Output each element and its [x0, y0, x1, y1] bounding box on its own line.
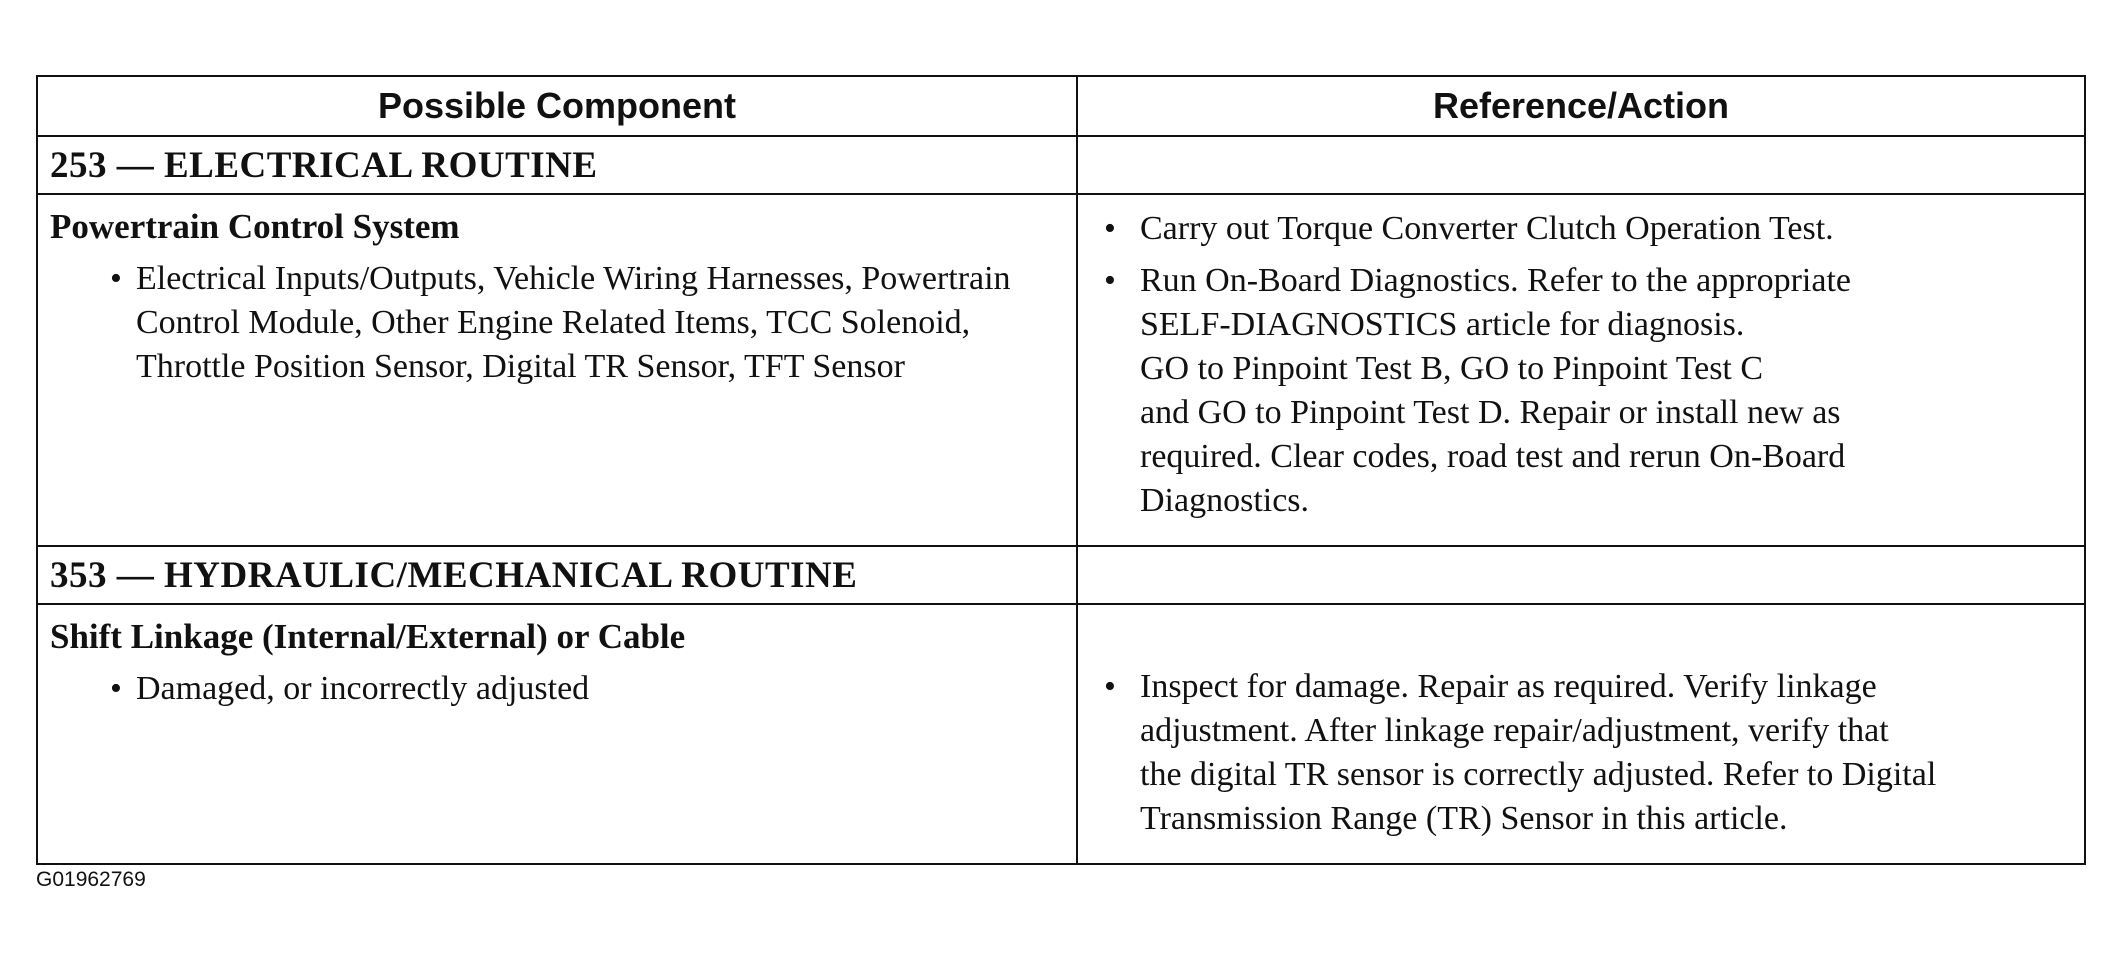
list-item	[1090, 259, 2072, 523]
bullet-icon: •	[1104, 668, 1116, 705]
component-title-shift-linkage: Shift Linkage (Internal/External) or Cable	[50, 617, 686, 656]
action-text-line: and GO to Pinpoint Test D. Repair or install new as	[1140, 394, 1841, 431]
section-row-electrical	[37, 136, 2085, 194]
action-text-line: the digital TR sensor is correctly adjusted. Refer to Digital	[1140, 756, 1937, 793]
header-possible-component: Possible Component	[37, 76, 1077, 136]
action-list	[1090, 207, 2072, 523]
section-empty-cell	[1077, 136, 2085, 194]
component-title-powertrain: Powertrain Control System	[50, 207, 460, 246]
action-list	[1090, 665, 2072, 841]
section-title-electrical: 253 — ELECTRICAL ROUTINE	[50, 144, 598, 186]
action-text-line: adjustment. After linkage repair/adjustment, verify that	[1140, 712, 1889, 749]
list-item	[1090, 665, 2072, 841]
bullet-icon: •	[1104, 262, 1116, 299]
action-text-line: SELF-DIAGNOSTICS article for diagnosis.	[1140, 306, 1745, 343]
list-item	[1090, 207, 2072, 251]
component-list	[50, 667, 1064, 711]
bullet-icon: •	[1104, 210, 1116, 247]
table-row-powertrain	[37, 194, 2085, 546]
action-text-line: GO to Pinpoint Test B, GO to Pinpoint Test C	[1140, 350, 1764, 387]
section-empty-cell	[1077, 546, 2085, 604]
bullet-icon: •	[110, 670, 122, 707]
diagnostic-table	[36, 75, 2086, 865]
table-header-row	[37, 76, 2085, 136]
component-item-text: Damaged, or incorrectly adjusted	[136, 670, 590, 707]
action-text-line: Run On-Board Diagnostics. Refer to the appropriate	[1140, 262, 1851, 299]
section-title-hydraulic: 353 — HYDRAULIC/MECHANICAL ROUTINE	[50, 554, 858, 596]
list-item	[50, 257, 1064, 389]
bullet-icon: •	[110, 260, 122, 297]
component-item-text: Electrical Inputs/Outputs, Vehicle Wiring Harnesses, Powertrain Control Module, Other Engine Related Items, TCC Solenoid, Throttle Position Sensor, Digital TR Sensor, TFT Sensor	[136, 260, 1011, 385]
action-text-line: Inspect for damage. Repair as required. Verify linkage	[1140, 668, 1877, 705]
header-reference-action: Reference/Action	[1077, 76, 2085, 136]
component-list	[50, 257, 1064, 389]
action-text-line: Carry out Torque Converter Clutch Operation Test.	[1140, 210, 1834, 247]
section-row-hydraulic	[37, 546, 2085, 604]
list-item	[50, 667, 1064, 711]
action-text-line: Transmission Range (TR) Sensor in this article.	[1140, 800, 1788, 837]
figure-id-label: G01962769	[36, 868, 146, 891]
action-text-line: required. Clear codes, road test and rerun On-Board	[1140, 438, 1846, 475]
action-text-line: Diagnostics.	[1140, 482, 1310, 519]
table-row-shift-linkage	[37, 604, 2085, 864]
